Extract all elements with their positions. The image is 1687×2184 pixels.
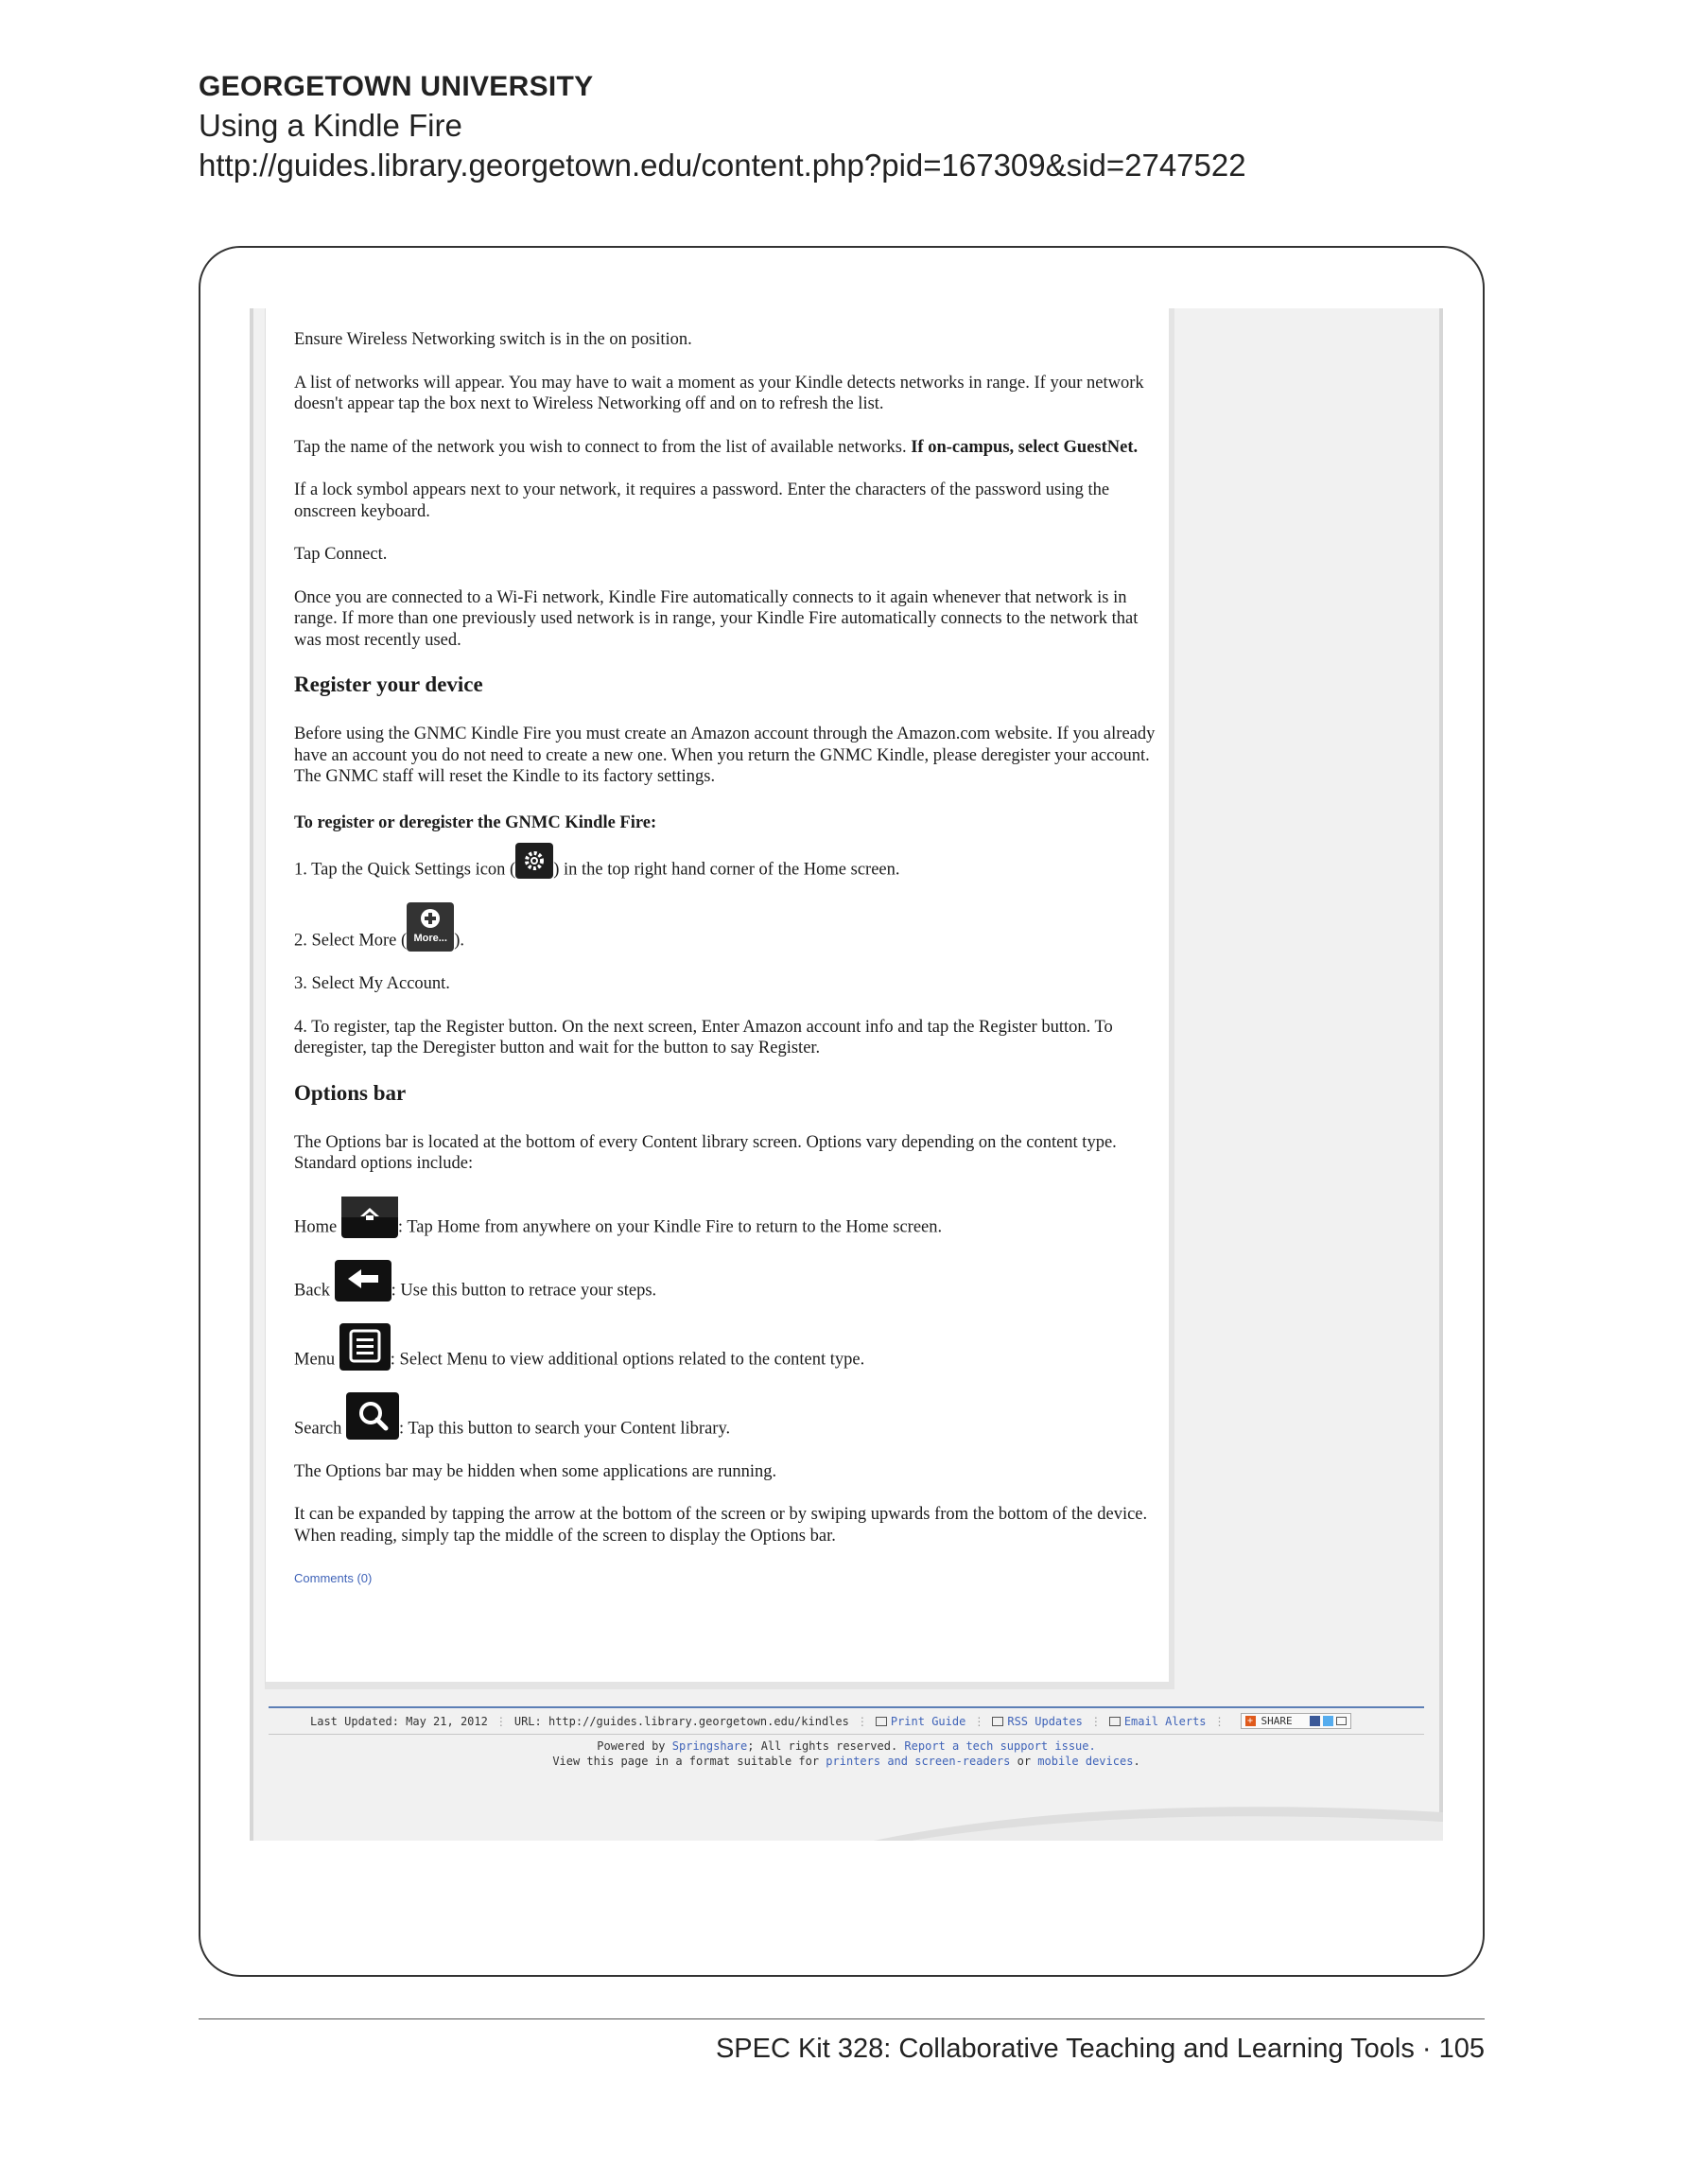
option-back-label: Back (294, 1281, 335, 1300)
email-icon (1109, 1717, 1121, 1726)
mobile-devices-link[interactable]: mobile devices (1037, 1755, 1134, 1768)
report-issue-link[interactable]: Report a tech support issue. (904, 1739, 1096, 1753)
rss-updates-link[interactable]: RSS Updates (1007, 1714, 1083, 1728)
document-url: http://guides.library.georgetown.edu/content.php?pid=167309&sid=2747522 (199, 148, 1246, 183)
footer-rule (199, 2018, 1485, 2019)
printers-screenreaders-link[interactable]: printers and screen-readers (826, 1755, 1011, 1768)
option-home-text: : Tap Home from anywhere on your Kindle Fire to return to the Home screen. (397, 1217, 943, 1236)
rights-text: ; All rights reserved. (747, 1739, 905, 1753)
share-label: SHARE (1261, 1715, 1293, 1727)
footer-separator: ⋮ (1213, 1714, 1226, 1728)
option-search-text: : Tap this button to search your Content library. (398, 1419, 731, 1438)
heading-register-device: Register your device (294, 673, 483, 696)
format-period: . (1133, 1755, 1140, 1768)
paragraph-wireless-switch: Ensure Wireless Networking switch is in the on position. (294, 330, 692, 349)
paragraph-select-network (294, 437, 1164, 459)
email-alerts-link[interactable]: Email Alerts (1123, 1714, 1207, 1728)
page-footer: SPEC Kit 328: Collaborative Teaching and Learning Tools · 105 (715, 2034, 1485, 2064)
page-edge-left (250, 308, 253, 1841)
format-or: or (1010, 1755, 1038, 1768)
paragraph-options-hidden: The Options bar may be hidden when some applications are running. (294, 1461, 777, 1481)
option-home-label: Home (294, 1217, 341, 1236)
print-guide-link[interactable]: Print Guide (890, 1714, 966, 1728)
webpage-screenshot (250, 308, 1443, 1841)
option-search-label: Search (294, 1419, 346, 1438)
footer-separator: ⋮ (1089, 1714, 1102, 1728)
report-header (199, 68, 1504, 185)
search-magnifier-icon (346, 1392, 399, 1440)
step-2-text-b: ). (454, 931, 464, 951)
mail-icon (1336, 1717, 1347, 1725)
rss-icon (992, 1717, 1003, 1726)
step-1 (294, 843, 1164, 881)
option-back (294, 1260, 1164, 1302)
share-button[interactable] (1241, 1713, 1351, 1729)
option-menu-label: Menu (294, 1350, 339, 1369)
guestnet-note: If on-campus, select GuestNet. (911, 437, 1139, 457)
step-2-text-a: 2. Select More ( (294, 931, 408, 951)
share-plus-icon: + (1245, 1716, 1256, 1726)
step-2 (294, 902, 1164, 952)
comments-link[interactable]: Comments (0) (294, 1571, 373, 1585)
guide-content (294, 329, 1164, 1590)
heading-options-bar: Options bar (294, 1080, 407, 1105)
register-steps-label: To register or deregister the GNMC Kindle Fire: (294, 812, 657, 832)
option-search (294, 1392, 1164, 1440)
paragraph-lock-symbol: If a lock symbol appears next to your network, it requires a password. Enter the characters of the password using the onscreen keyboard. (294, 480, 1110, 521)
step-4: 4. To register, tap the Register button. On the next screen, Enter Amazon account info and tap the Register button. To deregister, tap the Deregister button and wait for the button to say Register. (294, 1017, 1113, 1057)
step-1-text-a: 1. Tap the Quick Settings icon ( (294, 860, 516, 880)
paragraph-options-intro: The Options bar is located at the bottom of every Content library screen. Options vary depending on the content type. (294, 1132, 1117, 1152)
powered-by-line (269, 1738, 1424, 1754)
springshare-link[interactable]: Springshare (671, 1739, 748, 1753)
option-back-text: : Use this button to retrace your steps. (391, 1281, 657, 1300)
guide-content-panel (265, 308, 1174, 1689)
page-edge-right (1439, 308, 1443, 1841)
select-network-text: Tap the name of the network you wish to connect to from the list of available networks. (294, 437, 912, 457)
guide-url: URL: http://guides.library.georgetown.edu/kindles (513, 1714, 849, 1728)
powered-by-notice (269, 1738, 1424, 1769)
footer-separator: ⋮ (856, 1714, 868, 1728)
twitter-icon (1323, 1716, 1333, 1726)
paragraph-options-expand: It can be expanded by tapping the arrow at the bottom of the screen or by swiping upwards from the bottom of the device. When reading, simply tap the middle of the screen to display the Options bar. (294, 1505, 1148, 1546)
option-menu-text: : Select Menu to view additional options related to the content type. (390, 1350, 865, 1369)
format-prefix: View this page in a format suitable for (552, 1755, 826, 1768)
decorative-swoosh (250, 1784, 1443, 1841)
footer-separator: ⋮ (495, 1714, 507, 1728)
format-line (269, 1754, 1424, 1769)
paragraph-register-intro: Before using the GNMC Kindle Fire you must create an Amazon account through the Amazon.com website. If you already have an account you do not need to create a new one. When you return the GNMC Kindle, please deregister your account. The GNMC staff will reset the Kindle to its factory settings. (294, 725, 1156, 786)
powered-prefix: Powered by (597, 1739, 672, 1753)
option-home (294, 1197, 1164, 1238)
menu-list-icon (339, 1323, 391, 1371)
more-plus-icon (407, 902, 454, 952)
document-title: Using a Kindle Fire (199, 108, 462, 143)
printer-icon (876, 1717, 887, 1726)
guide-footer-bar (269, 1706, 1424, 1735)
home-icon (341, 1197, 398, 1238)
step-1-text-b: ) in the top right hand corner of the Home screen. (553, 860, 900, 880)
facebook-icon (1310, 1716, 1320, 1726)
option-menu (294, 1323, 1164, 1371)
paragraph-auto-connect: Once you are connected to a Wi-Fi network, Kindle Fire automatically connects to it again whenever that network is in range. If more than one previously used network is in range, your Kindle Fire automatically connects to the network that was most recently used. (294, 587, 1139, 650)
last-updated: Last Updated: May 21, 2012 (310, 1714, 488, 1728)
more-icon-label: More... (413, 932, 447, 944)
step-3: 3. Select My Account. (294, 974, 450, 993)
footer-separator: ⋮ (973, 1714, 985, 1728)
paragraph-standard-options: Standard options include: (294, 1154, 474, 1173)
paragraph-network-list: A list of networks will appear. You may have to wait a moment as your Kindle detects networks in range. If your network doesn't appear tap the box next to Wireless Networking off and on to refresh the list. (294, 373, 1144, 413)
institution-name: GEORGETOWN UNIVERSITY (199, 71, 594, 102)
quick-settings-gear-icon (515, 843, 553, 879)
back-arrow-icon (335, 1260, 391, 1302)
paragraph-tap-connect: Tap Connect. (294, 545, 388, 564)
